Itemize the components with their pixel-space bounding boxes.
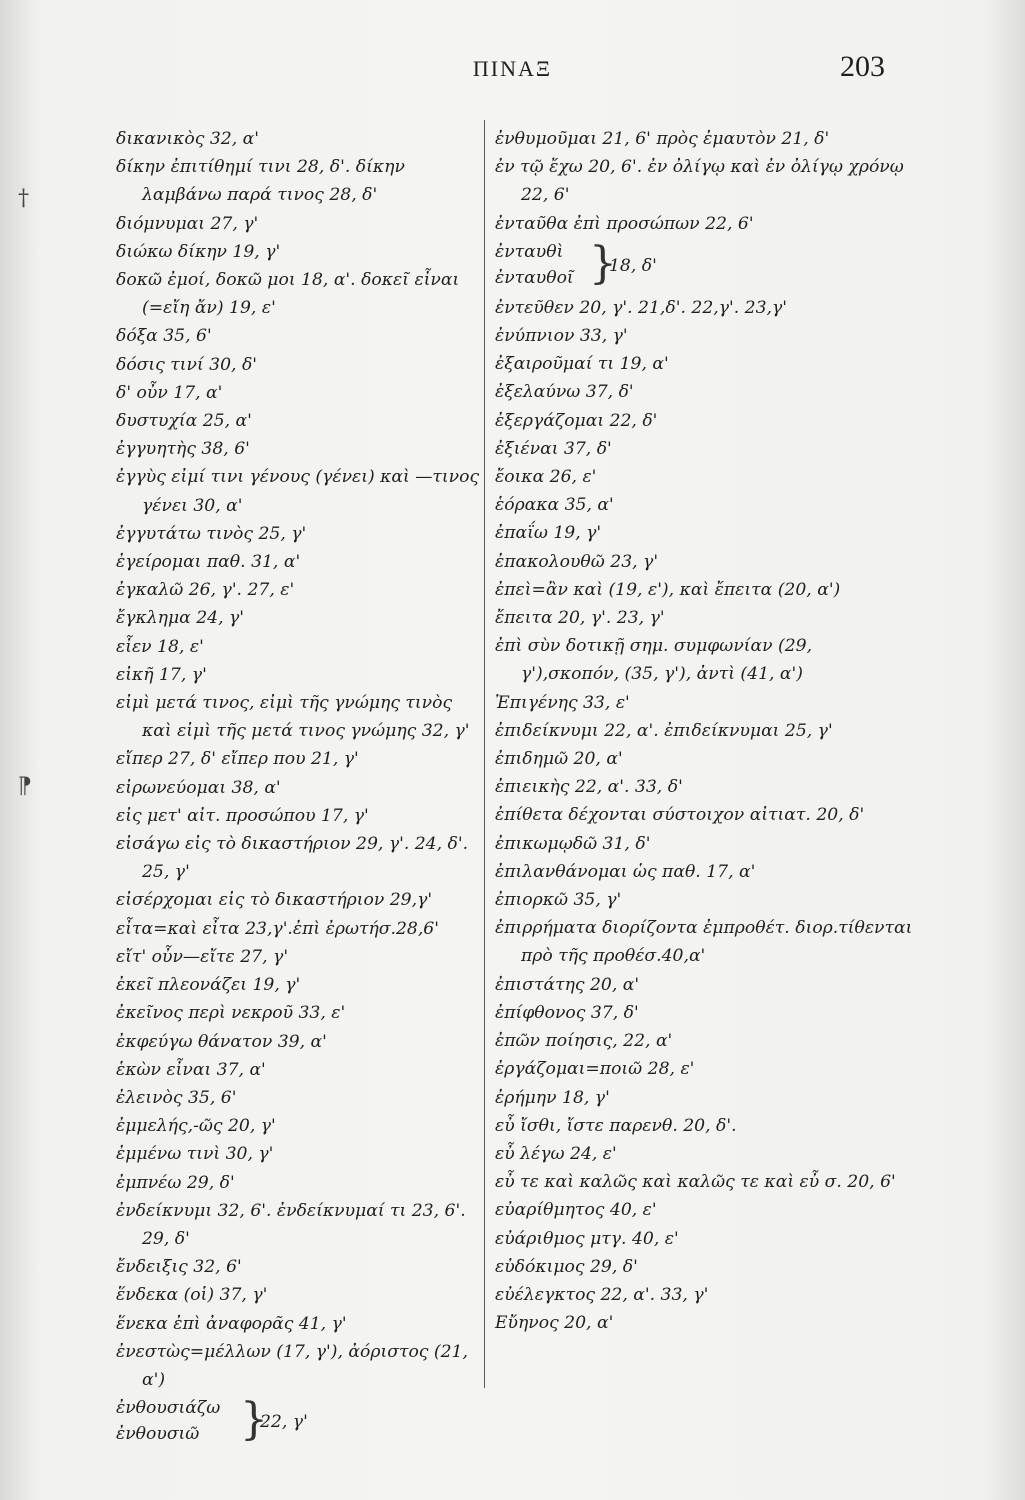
index-entry: δυστυχία 25, α' xyxy=(116,411,252,432)
index-entry: εἰσέρχομαι εἰς τὸ δικαστήριον 29,γ' xyxy=(116,890,433,911)
index-entry: δ' οὖν 17, α' xyxy=(116,382,223,403)
index-entry: ἑόρακα 35, α' xyxy=(495,495,614,516)
index-entry: ἐλεινὸς 35, 6' xyxy=(116,1087,237,1108)
index-entry: ἐξιέναι 37, δ' xyxy=(495,438,612,459)
index-entry: ἐπικωμῳδῶ 31, δ' xyxy=(495,833,651,854)
index-entry: ἐπιορκῶ 35, γ' xyxy=(495,890,622,911)
index-entry: εὐέλεγκτος 22, α'. 33, γ' xyxy=(495,1284,709,1305)
index-entry: ἐγγυτάτω τινὸς 25, γ' xyxy=(116,523,307,544)
index-entry: ἐνεστὼς=μέλλων (17, γ'), ἀόριστος (21, α') xyxy=(116,1341,468,1390)
index-column-right xyxy=(495,125,915,1337)
index-entry: ἐπακολουθῶ 23, γ' xyxy=(495,551,659,572)
index-column-left xyxy=(116,125,484,1452)
index-entry: ἐνθυμοῦμαι 21, 6' πρὸς ἐμαυτὸν 21, δ' xyxy=(495,129,830,149)
index-entry: εἰρωνεύομαι 38, α' xyxy=(116,777,281,798)
index-entry: ἐξελαύνω 37, δ' xyxy=(495,382,634,403)
index-entry: εἶεν 18, ε' xyxy=(116,636,204,657)
index-entry: ἕνεκα ἐπὶ ἀναφορᾶς 41, γ' xyxy=(116,1313,347,1334)
index-entry: ἔγκλημα 24, γ' xyxy=(116,608,244,629)
index-entry: ἑκὼν εἶναι 37, α' xyxy=(116,1059,266,1080)
index-entry: εὐαρίθμητος 40, ε' xyxy=(495,1200,657,1221)
index-entry: ἐγγὺς εἰμί τινι γένους (γένει) καὶ —τινος γένει 30, α' xyxy=(116,467,480,516)
index-entry: εὖ λέγω 24, ε' xyxy=(495,1143,617,1164)
index-entry: ἐξαιροῦμαί τι 19, α' xyxy=(495,354,669,375)
left-entries xyxy=(116,125,484,1394)
index-entry: εὐάριθμος μτγ. 40, ε' xyxy=(495,1228,679,1249)
index-entry: ἕνδεκα (οἱ) 37, γ' xyxy=(116,1285,268,1306)
index-entry: εἰς μετ' αἰτ. προσώπου 17, γ' xyxy=(116,805,369,826)
index-entry: εὐδόκιμος 29, δ' xyxy=(495,1256,638,1277)
index-entry: εὖ ἴσθι, ἴστε παρενθ. 20, δ'. xyxy=(495,1115,737,1136)
index-entry: ἐπιστάτης 20, α' xyxy=(495,974,640,995)
right-entries-a xyxy=(495,125,915,238)
index-entry: διώκω δίκην 19, γ' xyxy=(116,241,281,262)
index-entry: δικανικὸς 32, α' xyxy=(116,129,259,149)
margin-mark: ⁋ xyxy=(18,774,32,799)
brace-symbol: } xyxy=(240,1394,268,1446)
index-entry: Ἐπιγένης 33, ε' xyxy=(495,692,630,713)
index-entry: ἐπίφθονος 37, δ' xyxy=(495,1002,639,1023)
brace-entry-right xyxy=(495,238,915,294)
index-entry: Εὔηνος 20, α' xyxy=(495,1313,614,1334)
index-entry: εἰσάγω εἰς τὸ δικαστήριον 29, γ'. 24, δ'. 25, γ' xyxy=(116,834,469,883)
index-entry: ἐπιρρήματα διορίζοντα ἐμπροθέτ. διορ.τίθενται πρὸ τῆς προθέσ.40,α' xyxy=(495,918,913,967)
index-entry: ἐπιλανθάνομαι ὡς παθ. 17, α' xyxy=(495,861,756,882)
index-entry: ἐντεῦθεν 20, γ'. 21,δ'. 22,γ'. 23,γ' xyxy=(495,297,787,318)
index-entry: εἶτα=καὶ εἶτα 23,γ'.ἐπὶ ἐρωτήσ.28,6' xyxy=(116,918,439,939)
index-entry: ἔοικα 26, ε' xyxy=(495,467,597,488)
index-entry: ἐγγυητὴς 38, 6' xyxy=(116,439,250,460)
index-entry: διόμνυμαι 27, γ' xyxy=(116,213,259,234)
index-entry: ἐνύπνιον 33, γ' xyxy=(495,326,628,347)
running-title: ΠΙΝΑΞ xyxy=(472,56,553,81)
index-entry: ἐμπνέω 29, δ' xyxy=(116,1172,235,1193)
index-entry: ἐπεὶ=ἂν καὶ (19, ε'), καὶ ἔπειτα (20, α') xyxy=(495,579,841,600)
brace-symbol: } xyxy=(589,237,617,289)
index-entry: ἐρήμην 18, γ' xyxy=(495,1087,610,1108)
index-entry: ἔπειτα 20, γ'. 23, γ' xyxy=(495,608,665,629)
index-entry: ἐκφεύγω θάνατον 39, α' xyxy=(116,1031,327,1052)
index-entry: δοκῶ ἐμοί, δοκῶ μοι 18, α'. δοκεῖ εἶναι (=εἴη ἄν) 19, ε' xyxy=(116,270,460,319)
index-entry: ἐπιεικὴς 22, α'. 33, δ' xyxy=(495,777,683,798)
index-entry: ἐμμένω τινὶ 30, γ' xyxy=(116,1144,274,1165)
index-entry: ἐπαΐω 19, γ' xyxy=(495,523,602,544)
right-entries-b xyxy=(495,294,915,1338)
brace-reference: 22, γ' xyxy=(260,1412,308,1433)
brace-entry-left xyxy=(116,1394,484,1452)
column-divider xyxy=(484,120,485,1388)
index-entry: ἐργάζομαι=ποιῶ 28, ε' xyxy=(495,1059,695,1080)
index-entry: ἐπὶ σὺν δοτικῇ σημ. συμφωνίαν (29, γ'),σκοπόν, (35, γ'), ἀντὶ (41, α') xyxy=(495,636,813,685)
index-entry: ἐπῶν ποίησις, 22, α' xyxy=(495,1031,673,1052)
index-entry: ἐπιδείκνυμι 22, α'. ἐπιδείκνυμαι 25, γ' xyxy=(495,720,833,741)
brace-word: ἐνταυθοῖ xyxy=(495,267,574,288)
index-entry: δίκην ἐπιτίθημί τινι 28, δ'. δίκην λαμβάνω παρά τινος 28, δ' xyxy=(116,157,405,206)
page-number: 203 xyxy=(840,50,885,83)
index-entry: ἐνταῦθα ἐπὶ προσώπων 22, 6' xyxy=(495,213,754,234)
brace-word: ἐνταυθὶ xyxy=(495,241,564,262)
brace-word: ἐνθουσιῶ xyxy=(116,1424,200,1445)
page-header xyxy=(0,48,1025,92)
index-entry: ἐκεῖ πλεονάζει 19, γ' xyxy=(116,975,301,996)
brace-reference: 18, δ' xyxy=(609,255,657,276)
index-entry: ἐκεῖνος περὶ νεκροῦ 33, ε' xyxy=(116,1003,346,1024)
index-entry: εὖ τε καὶ καλῶς καὶ καλῶς τε καὶ εὖ σ. 20, 6' xyxy=(495,1172,896,1193)
index-entry: ἐμμελής,-ῶς 20, γ' xyxy=(116,1116,276,1137)
index-entry: εἰκῆ 17, γ' xyxy=(116,664,207,685)
margin-mark: † xyxy=(18,186,29,211)
index-entry: ἐπίθετα δέχονται σύστοιχον αἰτιατ. 20, δ' xyxy=(495,805,865,826)
index-entry: δόσις τινί 30, δ' xyxy=(116,354,258,375)
index-entry: ἐν τῷ ἔχω 20, 6'. ἐν ὀλίγῳ καὶ ἐν ὀλίγῳ χρόνῳ 22, 6' xyxy=(495,157,904,206)
index-entry: εἴπερ 27, δ' εἴπερ που 21, γ' xyxy=(116,749,359,770)
index-entry: ἐνδείκνυμι 32, 6'. ἐνδείκνυμαί τι 23, 6'. 29, δ' xyxy=(116,1200,466,1249)
index-entry: ἔνδειξις 32, 6' xyxy=(116,1257,242,1278)
index-entry: εἴτ' οὖν—εἴτε 27, γ' xyxy=(116,946,289,967)
brace-word: ἐνθουσιάζω xyxy=(116,1398,221,1419)
index-entry: εἰμὶ μετά τινος, εἰμὶ τῆς γνώμης τινὸς καὶ εἰμὶ τῆς μετά τινος γνώμης 32, γ' xyxy=(116,693,470,742)
index-entry: ἐγκαλῶ 26, γ'. 27, ε' xyxy=(116,580,295,601)
index-entry: ἐπιδημῶ 20, α' xyxy=(495,749,623,770)
index-entry: δόξα 35, 6' xyxy=(116,326,212,347)
index-entry: ἐγείρομαι παθ. 31, α' xyxy=(116,552,301,573)
index-entry: ἐξεργάζομαι 22, δ' xyxy=(495,410,658,431)
